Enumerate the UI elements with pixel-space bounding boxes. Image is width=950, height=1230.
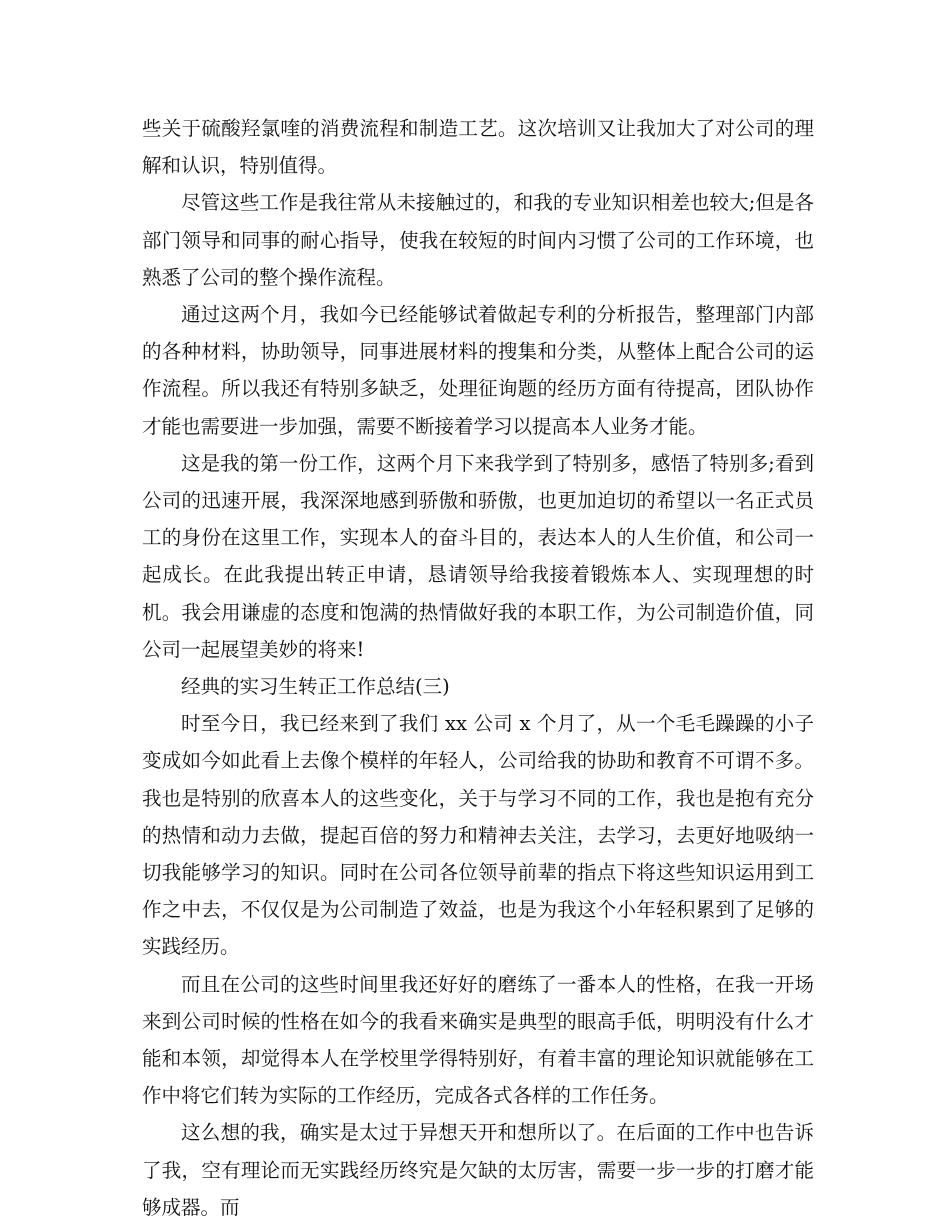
paragraph: 这么想的我，确实是太过于异想天开和想所以了。在后面的工作中也告诉了我，空有理论而无实践经历终究是欠缺的太厉害，需要一步一步的打磨才能够成器。而: [142, 1121, 814, 1219]
paragraph: 这是我的第一份工作，这两个月下来我学到了特别多，感悟了特别多;看到公司的迅速开展，我深深地感到骄傲和骄傲，也更加迫切的希望以一名正式员工的身份在这里工作，实现本人的奋斗目的，表达本人的人生价值，和公司一起成长。在此我提出转正申请，恳请领导给我接着锻炼本人、实现理想的时机。我会用谦虚的态度和饱满的热情做好我的本职工作，为公司制造价值，同公司一起展望美妙的将来!: [142, 451, 814, 661]
paragraph: 尽管这些工作是我往常从未接触过的，和我的专业知识相差也较大;但是各部门领导和同事的耐心指导，使我在较短的时间内习惯了公司的工作环境，也熟悉了公司的整个操作流程。: [142, 191, 814, 289]
document-body: [142, 110, 814, 1226]
paragraph: 通过这两个月，我如今已经能够试着做起专利的分析报告，整理部门内部的各种材料，协助领导，同事进展材料的搜集和分类，从整体上配合公司的运作流程。所以我还有特别多缺乏，处理征询题的经历方面有待提高，团队协作才能也需要进一步加强，需要不断接着学习以提高本人业务才能。: [142, 303, 814, 438]
section-heading: 经典的实习生转正工作总结(三): [181, 675, 450, 699]
paragraph: 时至今日，我已经来到了我们 xx 公司 x 个月了，从一个毛毛躁躁的小子变成如今如此看上去像个模样的年轻人，公司给我的协助和教育不可谓不多。我也是特别的欣喜本人的这些变化，关于与学习不同的工作，我也是抱有充分的热情和动力去做，提起百倍的努力和精神去关注，去学习，去更好地吸纳一切我能够学习的知识。同时在公司各位领导前辈的指点下将这些知识运用到工作之中去，不仅仅是为公司制造了效益，也是为我这个小年轻积累到了足够的实践经历。: [142, 712, 814, 959]
paragraph-continuation: 些关于硫酸羟氯喹的消费流程和制造工艺。这次培训又让我加大了对公司的理解和认识，特别值得。: [142, 117, 814, 178]
paragraph: 而且在公司的这些时间里我还好好的磨练了一番本人的性格，在我一开场来到公司时候的性格在如今的我看来确实是典型的眼高手低，明明没有什么才能和本领，却觉得本人在学校里学得特别好，有着丰富的理论知识就能够在工作中将它们转为实际的工作经历，完成各式各样的工作任务。: [142, 972, 814, 1108]
